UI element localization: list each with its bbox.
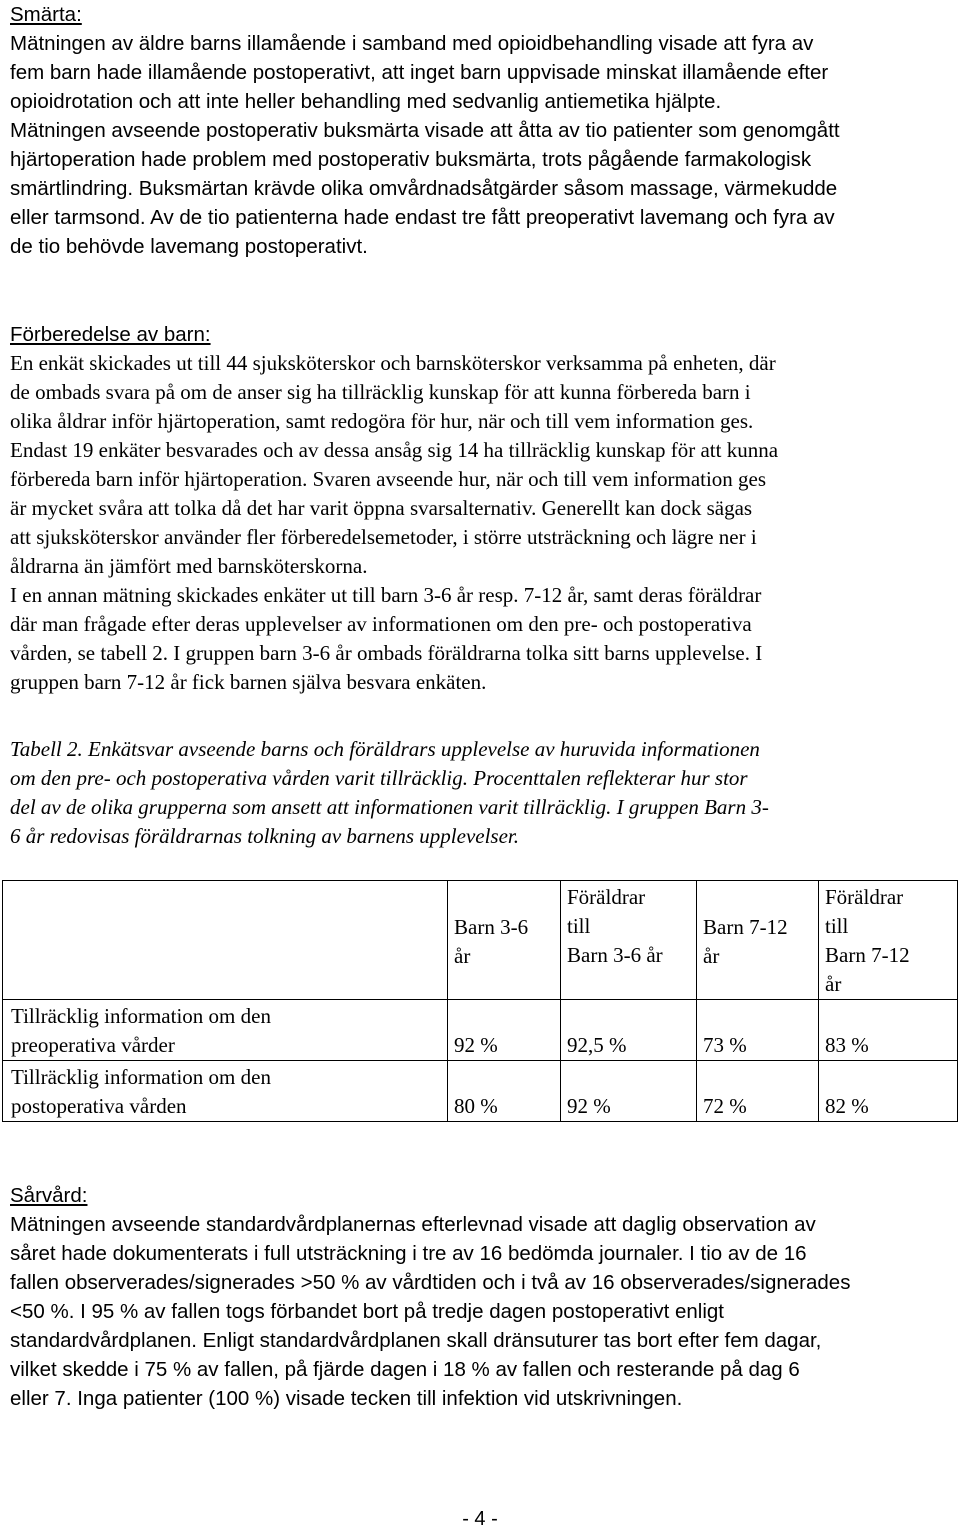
page-number: - 4 - — [462, 1508, 498, 1530]
table-header-row — [3, 881, 958, 1000]
table-cell: 80 % — [448, 1061, 561, 1122]
paragraph-line: eller tarmsond. Av de tio patienterna hade endast tre fått preoperativt lavemang och fyra av — [10, 206, 835, 229]
table-caption — [10, 735, 950, 851]
results-table — [2, 880, 958, 1122]
paragraph-line: hjärtoperation hade problem med postoperativ buksmärta, trots pågående farmakologisk — [10, 148, 812, 171]
table-cell: 73 % — [697, 1000, 819, 1061]
table-cell: 92 % — [448, 1000, 561, 1061]
paragraph-line: att sjuksköterskor använder fler förberedelsemetoder, i större utsträckning och lägre ner i — [10, 525, 757, 549]
paragraph-line: standardvårdplanen. Enligt standardvårdplanen skall dränsuturer tas bort efter fem dagar, — [10, 1329, 822, 1352]
paragraph-line: smärtlindring. Buksmärtan krävde olika omvårdnadsåtgärder såsom massage, värmekudde — [10, 177, 838, 200]
section-heading: Smärta: — [10, 3, 82, 26]
row-label-line: Tillräcklig information om den — [11, 1004, 271, 1028]
header-line: Barn 7-12 — [703, 915, 788, 939]
header-line: Föräldrar — [567, 885, 646, 909]
table-cell: 72 % — [697, 1061, 819, 1122]
paragraph-line: gruppen barn 7-12 år fick barnen själva besvara enkäten. — [10, 670, 487, 694]
paragraph-line: eller 7. Inga patienter (100 %) visade tecken till infektion vid utskrivningen. — [10, 1387, 683, 1410]
paragraph-line: vilket skedde i 75 % av fallen, på fjärde dagen i 18 % av fallen och resterande på dag 6 — [10, 1358, 800, 1381]
header-line: år — [825, 972, 842, 996]
section-pain — [10, 0, 950, 261]
header-line: Barn 7-12 — [825, 943, 910, 967]
table-cell: 92 % — [561, 1061, 697, 1122]
caption-line: om den pre- och postoperativa vården varit tillräcklig. Procenttalen reflekterar hur stor — [10, 766, 748, 790]
paragraph-line: Endast 19 enkäter besvarades och av dessa ansåg sig 14 ha tillräcklig kunskap för att kunna — [10, 438, 779, 462]
column-header — [561, 881, 697, 1000]
paragraph-line: där man frågade efter deras upplevelser av informationen om den pre- och postoperativa — [10, 612, 752, 636]
paragraph-line: fallen observerades/signerades >50 % av vårdtiden och i två av 16 observerades/signerades — [10, 1271, 851, 1294]
paragraph-line: I en annan mätning skickades enkäter ut till barn 3-6 år resp. 7-12 år, samt deras föräldrar — [10, 583, 762, 607]
column-header — [448, 881, 561, 1000]
header-line: år — [454, 944, 471, 968]
paragraph-line: olika åldrar inför hjärtoperation, samt redogöra för hur, när och till vem information ges. — [10, 409, 754, 433]
table-row — [3, 1061, 958, 1122]
paragraph-line: opioidrotation och att inte heller behandling med sedvanlig antiemetika hjälpte. — [10, 90, 722, 113]
paragraph-line: åldrarna än jämfört med barnsköterskorna. — [10, 554, 368, 578]
paragraph-line: Mätningen av äldre barns illamående i samband med opioidbehandling visade att fyra av — [10, 32, 814, 55]
paragraph-line: de tio behövde lavemang postoperativt. — [10, 235, 368, 258]
paragraph-line: såret hade dokumenterats i full utsträckning i tre av 16 bedömda journaler. I tio av de 16 — [10, 1242, 807, 1265]
column-header — [819, 881, 958, 1000]
table-cell: 83 % — [819, 1000, 958, 1061]
row-label — [3, 1000, 448, 1061]
paragraph-line: är mycket svåra att tolka då det har varit öppna svarsalternativ. Generellt kan dock sägas — [10, 496, 753, 520]
row-label-line: postoperativa vården — [11, 1094, 187, 1118]
row-label-line: Tillräcklig information om den — [11, 1065, 271, 1089]
row-label — [3, 1061, 448, 1122]
header-line: Barn 3-6 — [454, 915, 529, 939]
header-line: Barn 3-6 år — [567, 943, 663, 967]
header-line: till — [825, 914, 849, 938]
header-line: år — [703, 944, 720, 968]
paragraph-line: Mätningen avseende standardvårdplanernas efterlevnad visade att daglig observation av — [10, 1213, 816, 1236]
section-heading: Sårvård: — [10, 1184, 88, 1207]
caption-line: 6 år redovisas föräldrarnas tolkning av barnens upplevelser. — [10, 824, 520, 848]
section-preparation — [10, 320, 950, 697]
paragraph-line: En enkät skickades ut till 44 sjuksköterskor och barnsköterskor verksamma på enheten, där — [10, 351, 776, 375]
column-header — [697, 881, 819, 1000]
table-corner-cell — [3, 881, 448, 1000]
table-cell: 82 % — [819, 1061, 958, 1122]
paragraph-line: <50 %. I 95 % av fallen togs förbandet bort på tredje dagen postoperativt enligt — [10, 1300, 724, 1323]
row-label-line: preoperativa vårder — [11, 1033, 175, 1057]
paragraph-line: förbereda barn inför hjärtoperation. Svaren avseende hur, när och till vem information ges — [10, 467, 767, 491]
section-heading: Förberedelse av barn: — [10, 323, 211, 346]
header-line: Föräldrar — [825, 885, 904, 909]
caption-line: del av de olika grupperna som ansett att informationen varit tillräcklig. I gruppen Barn 3- — [10, 795, 769, 819]
paragraph-line: fem barn hade illamående postoperativt, att inget barn uppvisade minskat illamående efter — [10, 61, 829, 84]
caption-line: Tabell 2. Enkätsvar avseende barns och föräldrars upplevelse av huruvida informationen — [10, 737, 760, 761]
paragraph-line: Mätningen avseende postoperativ buksmärta visade att åtta av tio patienter som genomgått — [10, 119, 840, 142]
section-wound-care — [10, 1181, 950, 1413]
paragraph-line: vården, se tabell 2. I gruppen barn 3-6 år ombads föräldrarna tolka sitt barns upplevelse. I — [10, 641, 763, 665]
header-line: till — [567, 914, 591, 938]
paragraph-line: de ombads svara på om de anser sig ha tillräcklig kunskap för att kunna förbereda barn i — [10, 380, 751, 404]
table-row — [3, 1000, 958, 1061]
table-cell: 92,5 % — [561, 1000, 697, 1061]
